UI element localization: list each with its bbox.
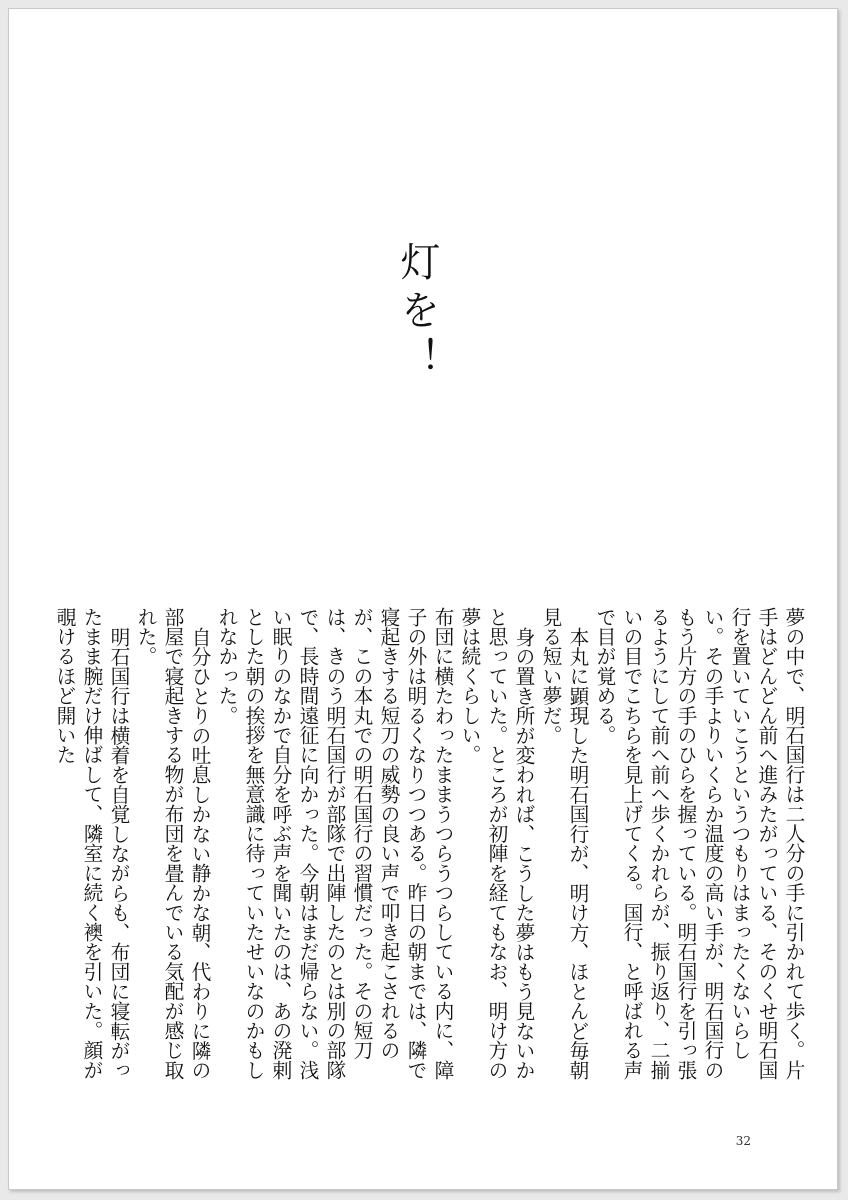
- page-number: 32: [735, 1134, 751, 1148]
- paragraph: 夢の中で、明石国行は二人分の手に引かれて歩く。片手はどんどん前へ進みたがっている、そのくせ明石国行を置いていこうというつもりはまったくないらしい。その手よりいくらか温度の高い手が、明石国行のもう片方の手のひらを握っている。明石国行を引っ張るようにして前へ前へ歩くかれらが、振り返り、二揃いの目でこちらを見上げてくる。国行、と呼ばれる声で目が覚める。: [593, 607, 805, 1080]
- paragraph: 本丸に顕現した明石国行が、明け方、ほとんど毎朝見る短い夢だ。: [539, 607, 589, 1080]
- body-text: [53, 607, 807, 1097]
- paragraph: 布団に横たわったままうつらうつらしている内に、障子の外は明るくなりつつある。昨日の朝までは、隣で寝起きする短刀の威勢の良い声で叩き起こされるのが、この本丸での明石国行の習慣だった。その短刀は、きのう明石国行が部隊で出陣したのとは別の部隊で、長時間遠征に向かった。今朝はまだ帰らない。浅い眠りのなかで自分を呼ぶ声を聞いたのは、あの溌剌とした朝の挨拶を無意識に待っていたせいなのかもしれなかった。: [215, 607, 454, 1080]
- chapter-title: 灯を！: [394, 241, 440, 385]
- paragraph: 自分ひとりの吐息しかない静かな朝、代わりに隣の部屋で寝起きする物が布団を畳んでいる気配が感じ取れた。: [134, 607, 211, 1080]
- paragraph: 身の置き所が変われば、こうした夢はもう見ないかと思っていた。ところが初陣を経てもなお、明け方の夢は続くらしい。: [458, 607, 535, 1080]
- book-page: [8, 8, 838, 1190]
- paragraph: 明石国行は横着を自覚しながらも、布団に寝転がったまま腕だけ伸ばして、隣室に続く襖を引いた。顔が覗けるほど開いた: [53, 607, 130, 1080]
